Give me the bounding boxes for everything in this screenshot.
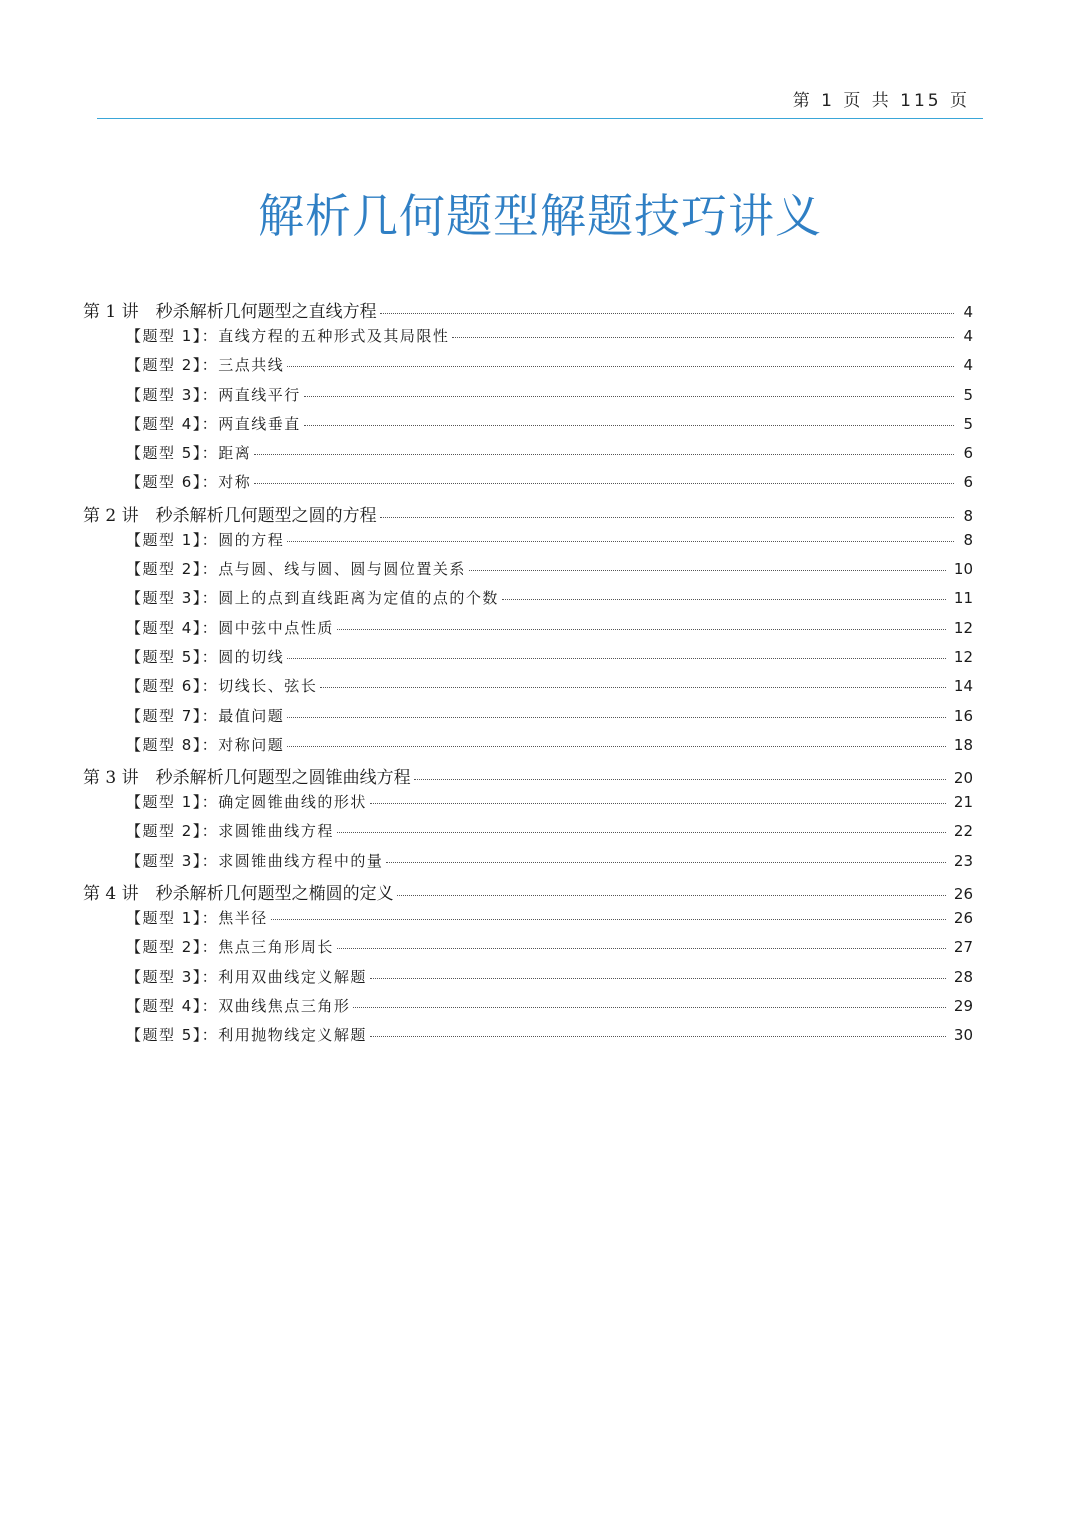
toc-entry-title: 【题型 3】：利用双曲线定义解题	[126, 967, 367, 986]
toc-entry-title: 【题型 5】：利用抛物线定义解题	[126, 1026, 367, 1045]
toc-page-number: 18	[953, 735, 973, 754]
toc-topic-entry[interactable]	[83, 820, 973, 849]
document-title: 解析几何题型解题技巧讲义	[258, 189, 822, 243]
toc-topic-entry[interactable]	[83, 1024, 973, 1053]
toc-page-number: 29	[953, 996, 973, 1015]
toc-page-number: 4	[963, 327, 973, 345]
toc-topic-entry[interactable]	[83, 471, 973, 500]
toc-entry-title: 【题型 2】：焦点三角形周长	[126, 938, 334, 957]
toc-topic-entry[interactable]	[83, 791, 973, 820]
toc-page-number: 5	[963, 385, 973, 404]
toc-page-number: 21	[953, 793, 973, 812]
toc-entry-title: 【题型 3】：两直线平行	[126, 385, 301, 404]
dot-leader	[287, 658, 946, 659]
toc-entry-title: 【题型 5】：圆的切线	[126, 647, 285, 666]
toc-topic-entry[interactable]	[83, 936, 973, 965]
toc-page-number: 6	[963, 473, 973, 492]
toc-page-number: 8	[963, 506, 973, 525]
toc-entry-title: 【题型 4】：双曲线焦点三角形	[126, 996, 351, 1015]
toc-page-number: 16	[953, 706, 973, 725]
toc-page-number: 27	[953, 938, 973, 957]
dot-leader	[397, 895, 946, 896]
toc-page-number: 6	[963, 444, 973, 463]
toc-topic-entry[interactable]	[83, 675, 973, 704]
toc-page-number: 4	[963, 356, 973, 375]
toc-entry-title: 【题型 4】：圆中弦中点性质	[126, 618, 334, 637]
toc-page-number: 23	[953, 851, 973, 870]
toc-page-number: 14	[953, 677, 973, 696]
toc-page-number: 30	[953, 1026, 973, 1045]
table-of-contents	[83, 297, 973, 1054]
toc-page-number: 26	[953, 885, 973, 904]
toc-entry-title: 第 1 讲 秒杀解析几何题型之直线方程	[83, 302, 377, 322]
toc-page-number: 28	[953, 967, 973, 986]
toc-topic-entry[interactable]	[83, 529, 973, 558]
dot-leader	[502, 599, 946, 600]
dot-leader	[304, 425, 954, 426]
dot-leader	[254, 483, 954, 484]
toc-page-number: 26	[953, 909, 973, 928]
toc-page-number: 11	[953, 589, 973, 608]
dot-leader	[337, 629, 946, 630]
toc-topic-entry[interactable]	[83, 354, 973, 383]
toc-entry-title: 【题型 2】：点与圆、线与圆、圆与圆位置关系	[126, 560, 466, 579]
toc-topic-entry[interactable]	[83, 705, 973, 734]
header-divider	[97, 118, 983, 119]
toc-entry-title: 【题型 6】：切线长、弦长	[126, 677, 318, 696]
toc-lecture-entry[interactable]	[83, 879, 973, 907]
toc-topic-entry[interactable]	[83, 617, 973, 646]
dot-leader	[304, 396, 954, 397]
toc-entry-title: 【题型 3】：圆上的点到直线距离为定值的点的个数	[126, 589, 499, 608]
page-indicator: 第 1 页 共 115 页	[792, 91, 970, 111]
dot-leader	[337, 948, 946, 949]
toc-topic-entry[interactable]	[83, 384, 973, 413]
toc-entry-title: 【题型 1】：确定圆锥曲线的形状	[126, 793, 367, 812]
dot-leader	[386, 862, 946, 863]
toc-entry-title: 第 4 讲 秒杀解析几何题型之椭圆的定义	[83, 884, 394, 905]
dot-leader	[370, 1036, 946, 1037]
dot-leader	[287, 541, 954, 542]
toc-page-number: 5	[963, 414, 973, 433]
toc-entry-title: 【题型 4】：两直线垂直	[126, 414, 301, 433]
dot-leader	[380, 313, 954, 314]
dot-leader	[287, 366, 954, 367]
dot-leader	[452, 337, 954, 338]
toc-topic-entry[interactable]	[83, 558, 973, 587]
toc-page-number: 22	[953, 822, 973, 841]
toc-topic-entry[interactable]	[83, 413, 973, 442]
dot-leader	[469, 570, 946, 571]
toc-topic-entry[interactable]	[83, 646, 973, 675]
toc-topic-entry[interactable]	[83, 442, 973, 471]
dot-leader	[287, 746, 946, 747]
toc-topic-entry[interactable]	[83, 995, 973, 1024]
toc-page-number: 12	[953, 647, 973, 666]
toc-page-number: 20	[953, 769, 973, 788]
dot-leader	[287, 717, 946, 718]
toc-page-number: 12	[953, 618, 973, 637]
toc-entry-title: 【题型 8】：对称问题	[126, 735, 285, 754]
dot-leader	[353, 1007, 946, 1008]
dot-leader	[320, 687, 946, 688]
toc-lecture-entry[interactable]	[83, 763, 973, 791]
toc-topic-entry[interactable]	[83, 850, 973, 879]
toc-topic-entry[interactable]	[83, 966, 973, 995]
toc-entry-title: 【题型 1】：直线方程的五种形式及其局限性	[126, 327, 450, 345]
dot-leader	[337, 832, 946, 833]
dot-leader	[380, 517, 954, 518]
toc-entry-title: 【题型 2】：三点共线	[126, 356, 285, 375]
toc-entry-title: 【题型 7】：最值问题	[126, 706, 285, 725]
toc-lecture-entry[interactable]	[83, 501, 973, 529]
toc-entry-title: 【题型 3】：求圆锥曲线方程中的量	[126, 851, 384, 870]
dot-leader	[271, 919, 946, 920]
toc-entry-title: 【题型 6】：对称	[126, 473, 252, 492]
toc-page-number: 10	[953, 560, 973, 579]
toc-page-number: 8	[963, 530, 973, 549]
toc-topic-entry[interactable]	[83, 734, 973, 763]
dot-leader	[370, 803, 946, 804]
toc-entry-title: 【题型 1】：圆的方程	[126, 530, 285, 549]
toc-entry-title: 【题型 5】：距离	[126, 444, 252, 463]
toc-topic-entry[interactable]	[83, 907, 973, 936]
toc-page-number: 4	[963, 303, 973, 321]
toc-lecture-entry[interactable]	[83, 297, 973, 325]
dot-leader	[370, 978, 946, 979]
toc-entry-title: 第 2 讲 秒杀解析几何题型之圆的方程	[83, 505, 377, 526]
toc-entry-title: 第 3 讲 秒杀解析几何题型之圆锥曲线方程	[83, 768, 411, 789]
toc-topic-entry[interactable]	[83, 587, 973, 616]
dot-leader	[254, 454, 954, 455]
toc-entry-title: 【题型 1】：焦半径	[126, 909, 268, 928]
dot-leader	[414, 779, 946, 780]
toc-topic-entry[interactable]	[83, 325, 973, 354]
toc-entry-title: 【题型 2】：求圆锥曲线方程	[126, 822, 334, 841]
